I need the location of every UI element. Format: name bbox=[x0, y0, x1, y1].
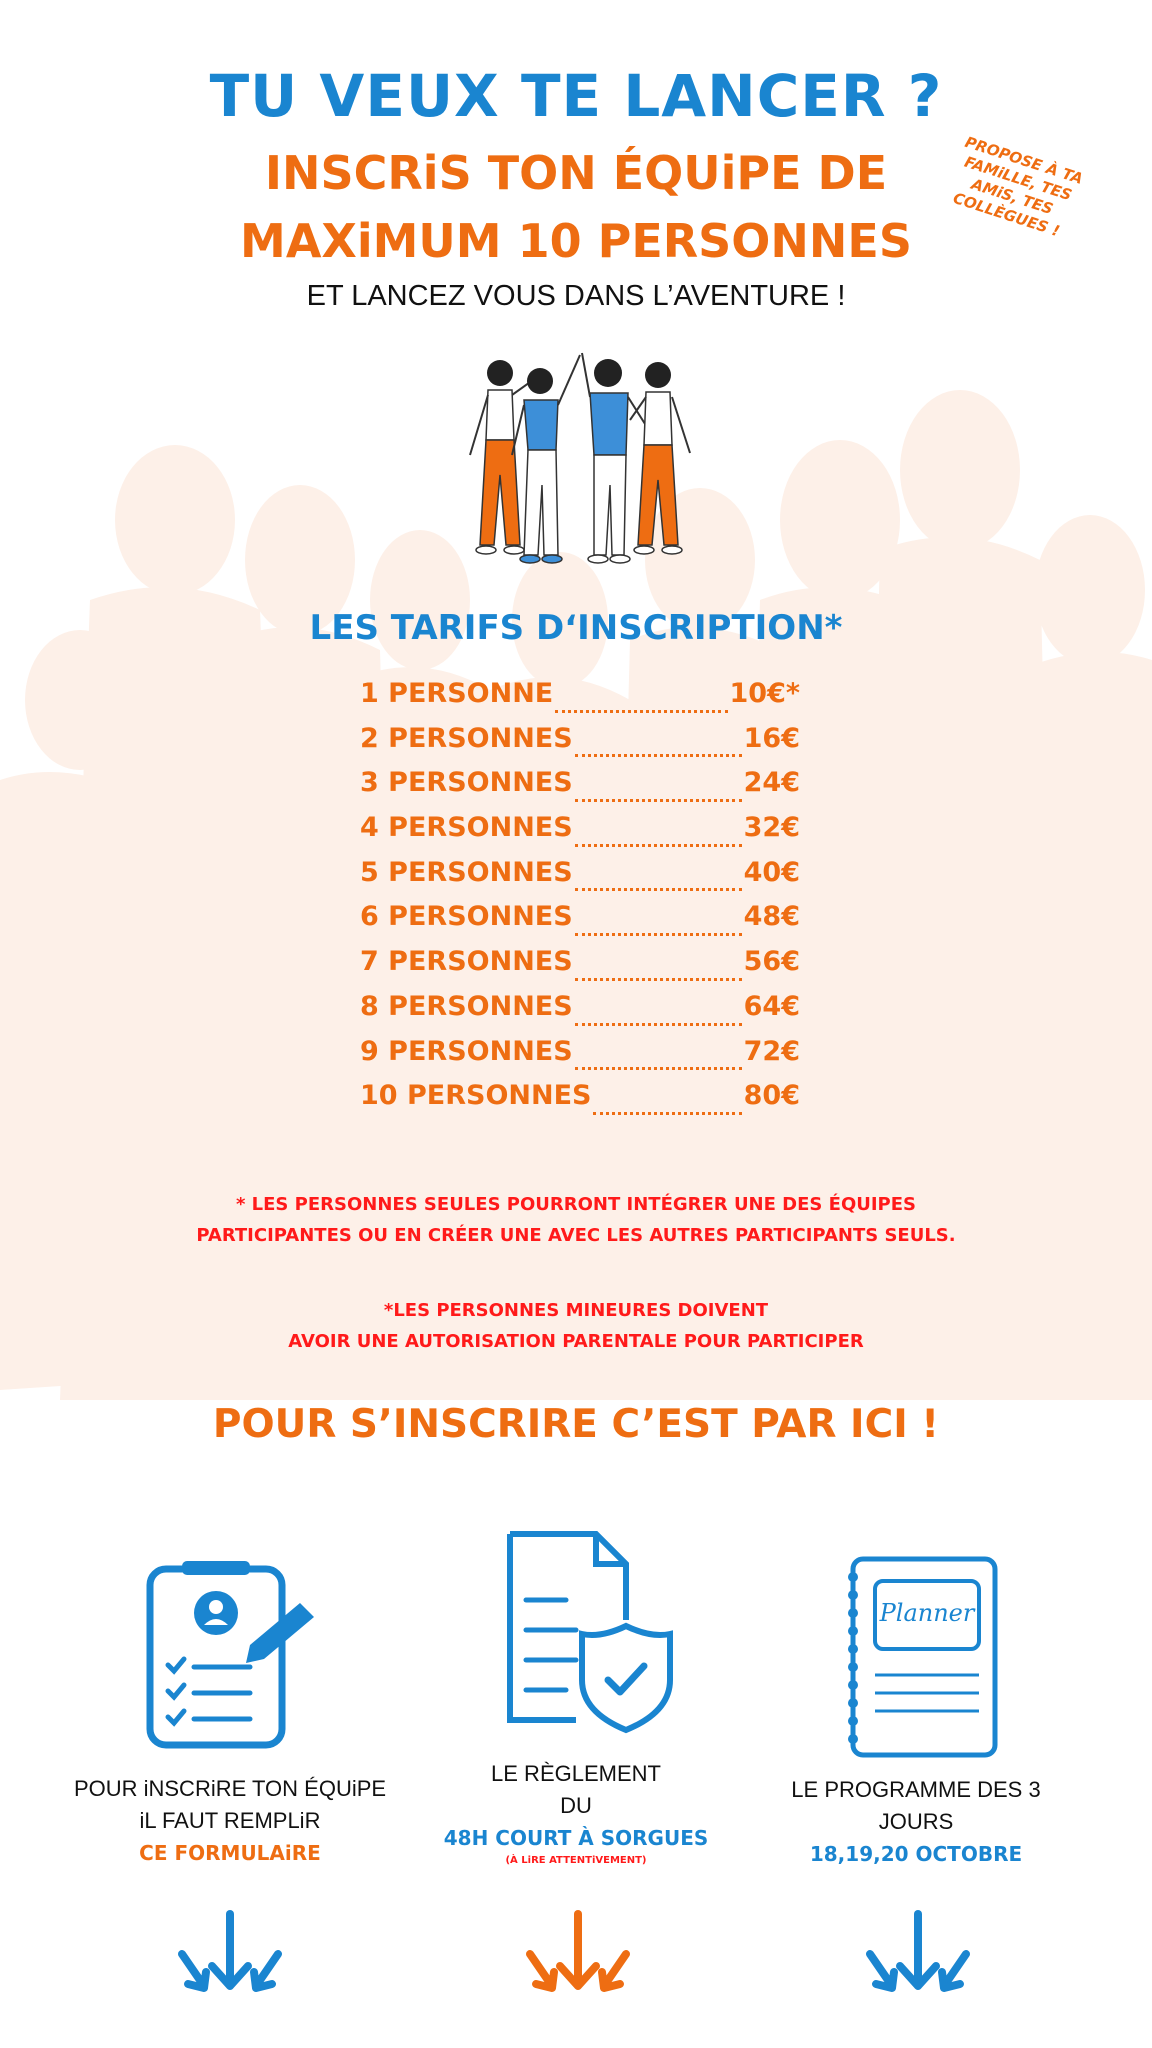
rules-card-text bbox=[386, 1758, 766, 1868]
arrow-down-blue-icon bbox=[168, 1908, 292, 1998]
team-high-five-illustration bbox=[440, 345, 720, 575]
price-row bbox=[360, 812, 800, 857]
price-row bbox=[360, 1036, 800, 1081]
price-row-dots bbox=[555, 707, 727, 713]
team-line-1: INSCRiS TON ÉQUiPE DE bbox=[264, 146, 888, 200]
price-row-label: 7 PERSONNES bbox=[360, 946, 573, 978]
form-link-label[interactable]: CE FORMULAiRE bbox=[139, 1841, 321, 1865]
headline: TU VEUX TE LANCER ? bbox=[209, 62, 943, 130]
form-card-text bbox=[40, 1773, 420, 1869]
price-row bbox=[360, 857, 800, 902]
price-row-dots bbox=[575, 975, 742, 981]
price-row bbox=[360, 1080, 800, 1125]
tarifs-title: LES TARIFS D‘INSCRIPTION* bbox=[309, 608, 843, 648]
price-row-label: 2 PERSONNES bbox=[360, 722, 573, 754]
rules-card[interactable] bbox=[386, 1530, 766, 1868]
invite-side-note: PROPOSE À TA FAMiLLE, TES AMiS, TES COLLÈGUES ! bbox=[950, 132, 1086, 241]
price-row bbox=[360, 767, 800, 812]
planner-notebook-icon bbox=[831, 1555, 1001, 1760]
arrow-down-blue-icon bbox=[856, 1908, 980, 1998]
price-row-dots bbox=[575, 885, 742, 891]
minors-note-line-2: AVOIR UNE AUTORISATION PARENTALE POUR PARTICIPER bbox=[288, 1331, 864, 1352]
form-card[interactable] bbox=[40, 1555, 420, 1869]
form-card-line-2: iL FAUT REMPLiR bbox=[139, 1808, 321, 1833]
program-card-line-1: LE PROGRAMME DES 3 bbox=[791, 1777, 1041, 1802]
price-row-label: 3 PERSONNES bbox=[360, 767, 573, 799]
minors-note bbox=[0, 1295, 1152, 1357]
price-row-dots bbox=[575, 841, 742, 847]
price-row bbox=[360, 678, 800, 723]
price-row-label: 8 PERSONNES bbox=[360, 990, 573, 1022]
price-row-value: 80€ bbox=[743, 1080, 800, 1112]
price-row-dots bbox=[593, 1109, 741, 1115]
price-row-dots bbox=[575, 930, 742, 936]
price-row-dots bbox=[575, 1020, 742, 1026]
price-row-value: 24€ bbox=[743, 767, 800, 799]
form-card-line-1: POUR iNSCRiRE TON ÉQUiPE bbox=[73, 1776, 387, 1801]
price-row-value: 10€* bbox=[729, 678, 800, 709]
person-center-left bbox=[512, 355, 580, 563]
arrow-down-orange-icon bbox=[516, 1908, 640, 1998]
rules-link-label[interactable]: 48H COURT À SORGUES bbox=[443, 1826, 709, 1850]
price-row-value: 72€ bbox=[743, 1035, 800, 1067]
price-row-dots bbox=[575, 751, 742, 757]
price-row-value: 16€ bbox=[743, 722, 800, 754]
solo-participants-note bbox=[0, 1189, 1152, 1251]
price-row bbox=[360, 991, 800, 1036]
price-row-value: 64€ bbox=[743, 990, 800, 1022]
price-row-label: 6 PERSONNES bbox=[360, 901, 573, 933]
price-row-value: 40€ bbox=[743, 856, 800, 888]
price-row-value: 56€ bbox=[743, 946, 800, 978]
price-row-label: 1 PERSONNE bbox=[360, 678, 554, 709]
price-row bbox=[360, 723, 800, 768]
program-card-line-2: JOURS bbox=[878, 1809, 954, 1834]
price-row-label: 10 PERSONNES bbox=[360, 1080, 592, 1112]
program-card-text bbox=[726, 1774, 1106, 1870]
price-row-value: 48€ bbox=[743, 901, 800, 933]
team-line-2: MAXiMUM 10 PERSONNES bbox=[240, 214, 912, 268]
document-shield-icon bbox=[476, 1530, 676, 1740]
price-row bbox=[360, 946, 800, 991]
program-dates-label[interactable]: 18,19,20 OCTOBRE bbox=[809, 1842, 1023, 1866]
price-row-dots bbox=[575, 1064, 742, 1070]
minors-note-line-1: *LES PERSONNES MINEURES DOIVENT bbox=[383, 1300, 769, 1321]
rules-card-line-1: LE RÈGLEMENT bbox=[491, 1761, 661, 1786]
clipboard-form-icon bbox=[140, 1555, 320, 1755]
price-row-label: 4 PERSONNES bbox=[360, 812, 573, 844]
price-row-dots bbox=[575, 796, 742, 802]
program-card[interactable] bbox=[726, 1555, 1106, 1870]
price-row-label: 9 PERSONNES bbox=[360, 1035, 573, 1067]
rules-read-carefully-note: (À LiRE ATTENTiVEMENT) bbox=[505, 1855, 647, 1866]
planner-word: Planner bbox=[879, 1599, 975, 1627]
price-row-label: 5 PERSONNES bbox=[360, 856, 573, 888]
price-row bbox=[360, 901, 800, 946]
adventure-line: ET LANCEZ VOUS DANS L’AVENTURE ! bbox=[306, 280, 846, 312]
solo-note-line-1: * LES PERSONNES SEULES POURRONT INTÉGRER UNE DES ÉQUIPES bbox=[235, 1194, 917, 1215]
rules-card-line-2: DU bbox=[560, 1793, 592, 1818]
price-list bbox=[360, 678, 800, 1125]
solo-note-line-2: PARTICIPANTES OU EN CRÉER UNE AVEC LES AUTRES PARTICIPANTS SEULS. bbox=[196, 1225, 956, 1246]
person-right bbox=[630, 362, 690, 554]
price-row-value: 32€ bbox=[743, 812, 800, 844]
register-cta-heading: POUR S’INSCRIRE C’EST PAR ICI ! bbox=[212, 1402, 940, 1447]
